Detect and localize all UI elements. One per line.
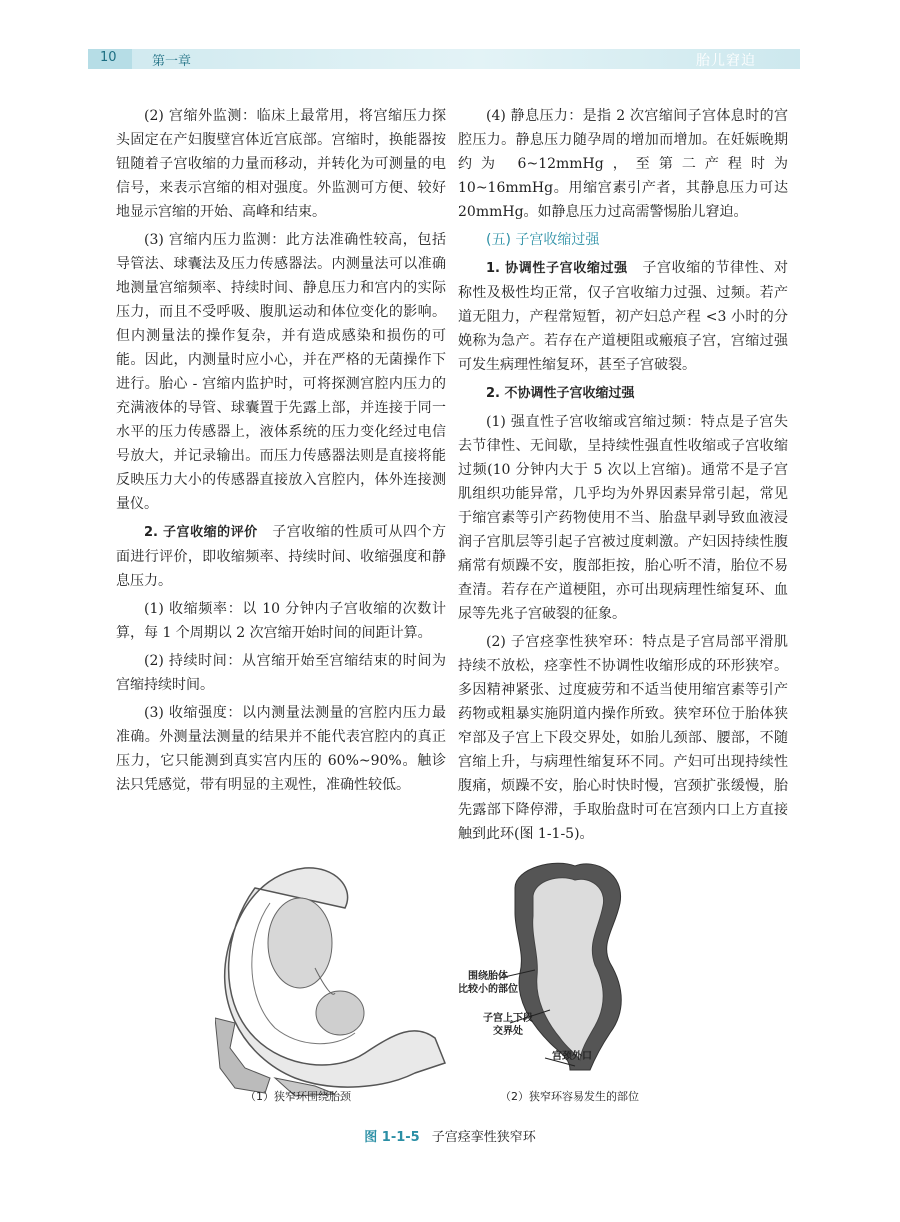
label-narrow-fetal-part: 围绕胎体 比较小的部位 [458,971,518,995]
chapter-label: 第一章 [152,54,192,69]
paragraph [458,256,788,377]
page-number: 10 [100,50,117,65]
paragraph: (1) 强直性子宫收缩或宫缩过频：特点是子宫失去节律性、无间歇，呈持续性强直性收缩或子宫收缩过频(10 分钟内大于 5 次以上宫缩)。通常不是子宫肌组织功能异常，几乎均为外界因素异常引起，常见于缩宫素等引产药物使用不当、胎盘早剥导致血液浸润子宫肌层等引起子宫被过度刺激。产妇因持续性腹痛常有烦躁不安，腹部拒按，胎心听不清，胎位不易查清。若存在产道梗阻，亦可出现病理性缩复环、血尿等先兆子宫破裂的征象。 [458,414,788,622]
bold-lead: 1. 协调性子宫收缩过强 [486,261,628,276]
paragraph: (4) 静息压力：是指 2 次宫缩间子宫体息时的宫腔压力。静息压力随孕周的增加而增加。在妊娠晚期约为 6~12mmHg，至第二产程时为 10~16mmHg。用缩宫素引产者，其静息压力可达 20mmHg。如静息压力过高需警惕胎儿窘迫。 [458,108,788,220]
section-heading: (五) 子宫收缩过强 [486,232,600,248]
paragraph: (2) 持续时间：从宫缩开始至宫缩结束的时间为宫缩持续时间。 [116,653,446,693]
paragraph-text: 子宫收缩的性质可从四个方面进行评价，即收缩频率、持续时间、收缩强度和静息压力。 [116,524,447,589]
figure-caption [0,1126,900,1145]
running-title: 胎儿窘迫 [696,53,756,69]
uterus-cross-section-drawing [500,863,621,1070]
paragraph: (2) 宫缩外监测：临床上最常用，将宫缩压力探头固定在产妇腹壁宫体近宫底部。宫缩时，换能器按钮随着子宫收缩的力量而移动，并转化为可测量的电信号，来表示宫缩的相对强度。外监测可方便、较好地显示宫缩的开始、高峰和结束。 [116,108,446,220]
label-external-os: 宫颈外口 [552,1051,592,1062]
figure-number: 图 1-1-5 [364,1130,420,1145]
subsection-heading: 2. 不协调性子宫收缩过强 [486,386,635,401]
paragraph: (3) 收缩强度：以内测量法测量的宫腔内压力最准确。外测量法测量的结果并不能代表宫腔内的真正压力，它只能测到真实宫内压的 60%~90%。触诊法只凭感觉，带有明显的主观性，准确性较低。 [116,705,446,793]
right-column [458,104,788,850]
paragraph: (3) 宫缩内压力监测：此方法准确性较高，包括导管法、球囊法及压力传感器法。内测量法可以准确地测量宫缩频率、持续时间、静息压力和宫内的实际压力，而且不受呼吸、腹肌运动和体位变化的影响。但内测量法的操作复杂，并有造成感染和损伤的可能。因此，内测量时应小心，并在严格的无菌操作下进行。胎心 - 宫缩内监护时，可将探测宫腔内压力的充满液体的导管、球囊置于先露上部，并连接于同一水平的压力传感器上，液体系统的压力变化经过电信号放大，并记录输出。而压力传感器法则是直接将能反映压力大小的传感器直接放入宫腔内，体外连接测量仪。 [116,232,446,512]
left-column [116,104,446,801]
figure-title: 子宫痉挛性狭窄环 [431,1130,536,1145]
paragraph-text: 子宫收缩的节律性、对称性及极性均正常，仅子宫收缩力过强、过频。若产道无阻力，产程常短暂，初产妇总产程 <3 小时的分娩称为急产。若存在产道梗阻或瘢痕子宫，宫缩过强可发生病理性缩复环，甚至子宫破裂。 [458,260,789,373]
paragraph: (1) 收缩频率：以 10 分钟内子宫收缩的次数计算，每 1 个周期以 2 次宫缩开始时间的间距计算。 [116,601,446,641]
paragraph: (2) 子宫痉挛性狭窄环：特点是子宫局部平滑肌持续不放松，痉挛性不协调性收缩形成的环形狭窄。多因精神紧张、过度疲劳和不适当使用缩宫素等引产药物或粗暴实施阴道内操作所致。狭窄环位于胎体狭窄部及子宫上下段交界处，如胎儿颈部、腰部，不随宫缩上升，与病理性缩复环不同。产妇可出现持续性腹痛，烦躁不安，胎心时快时慢，宫颈扩张缓慢，胎先露部下降停滞，手取胎盘时可在宫颈内口上方直接触到此环(图 1-1-5)。 [458,634,788,842]
sub-caption-1: （1）狭窄环围绕胎颈 [245,1090,351,1103]
label-segment-junction: 子宫上下段 交界处 [483,1013,533,1037]
running-header-bar [88,49,800,69]
paragraph [116,520,446,593]
fetus-in-uterus-drawing [215,868,445,1096]
bold-lead: 2. 子宫收缩的评价 [144,525,258,540]
sub-caption-2: （2）狭窄环容易发生的部位 [500,1090,639,1103]
